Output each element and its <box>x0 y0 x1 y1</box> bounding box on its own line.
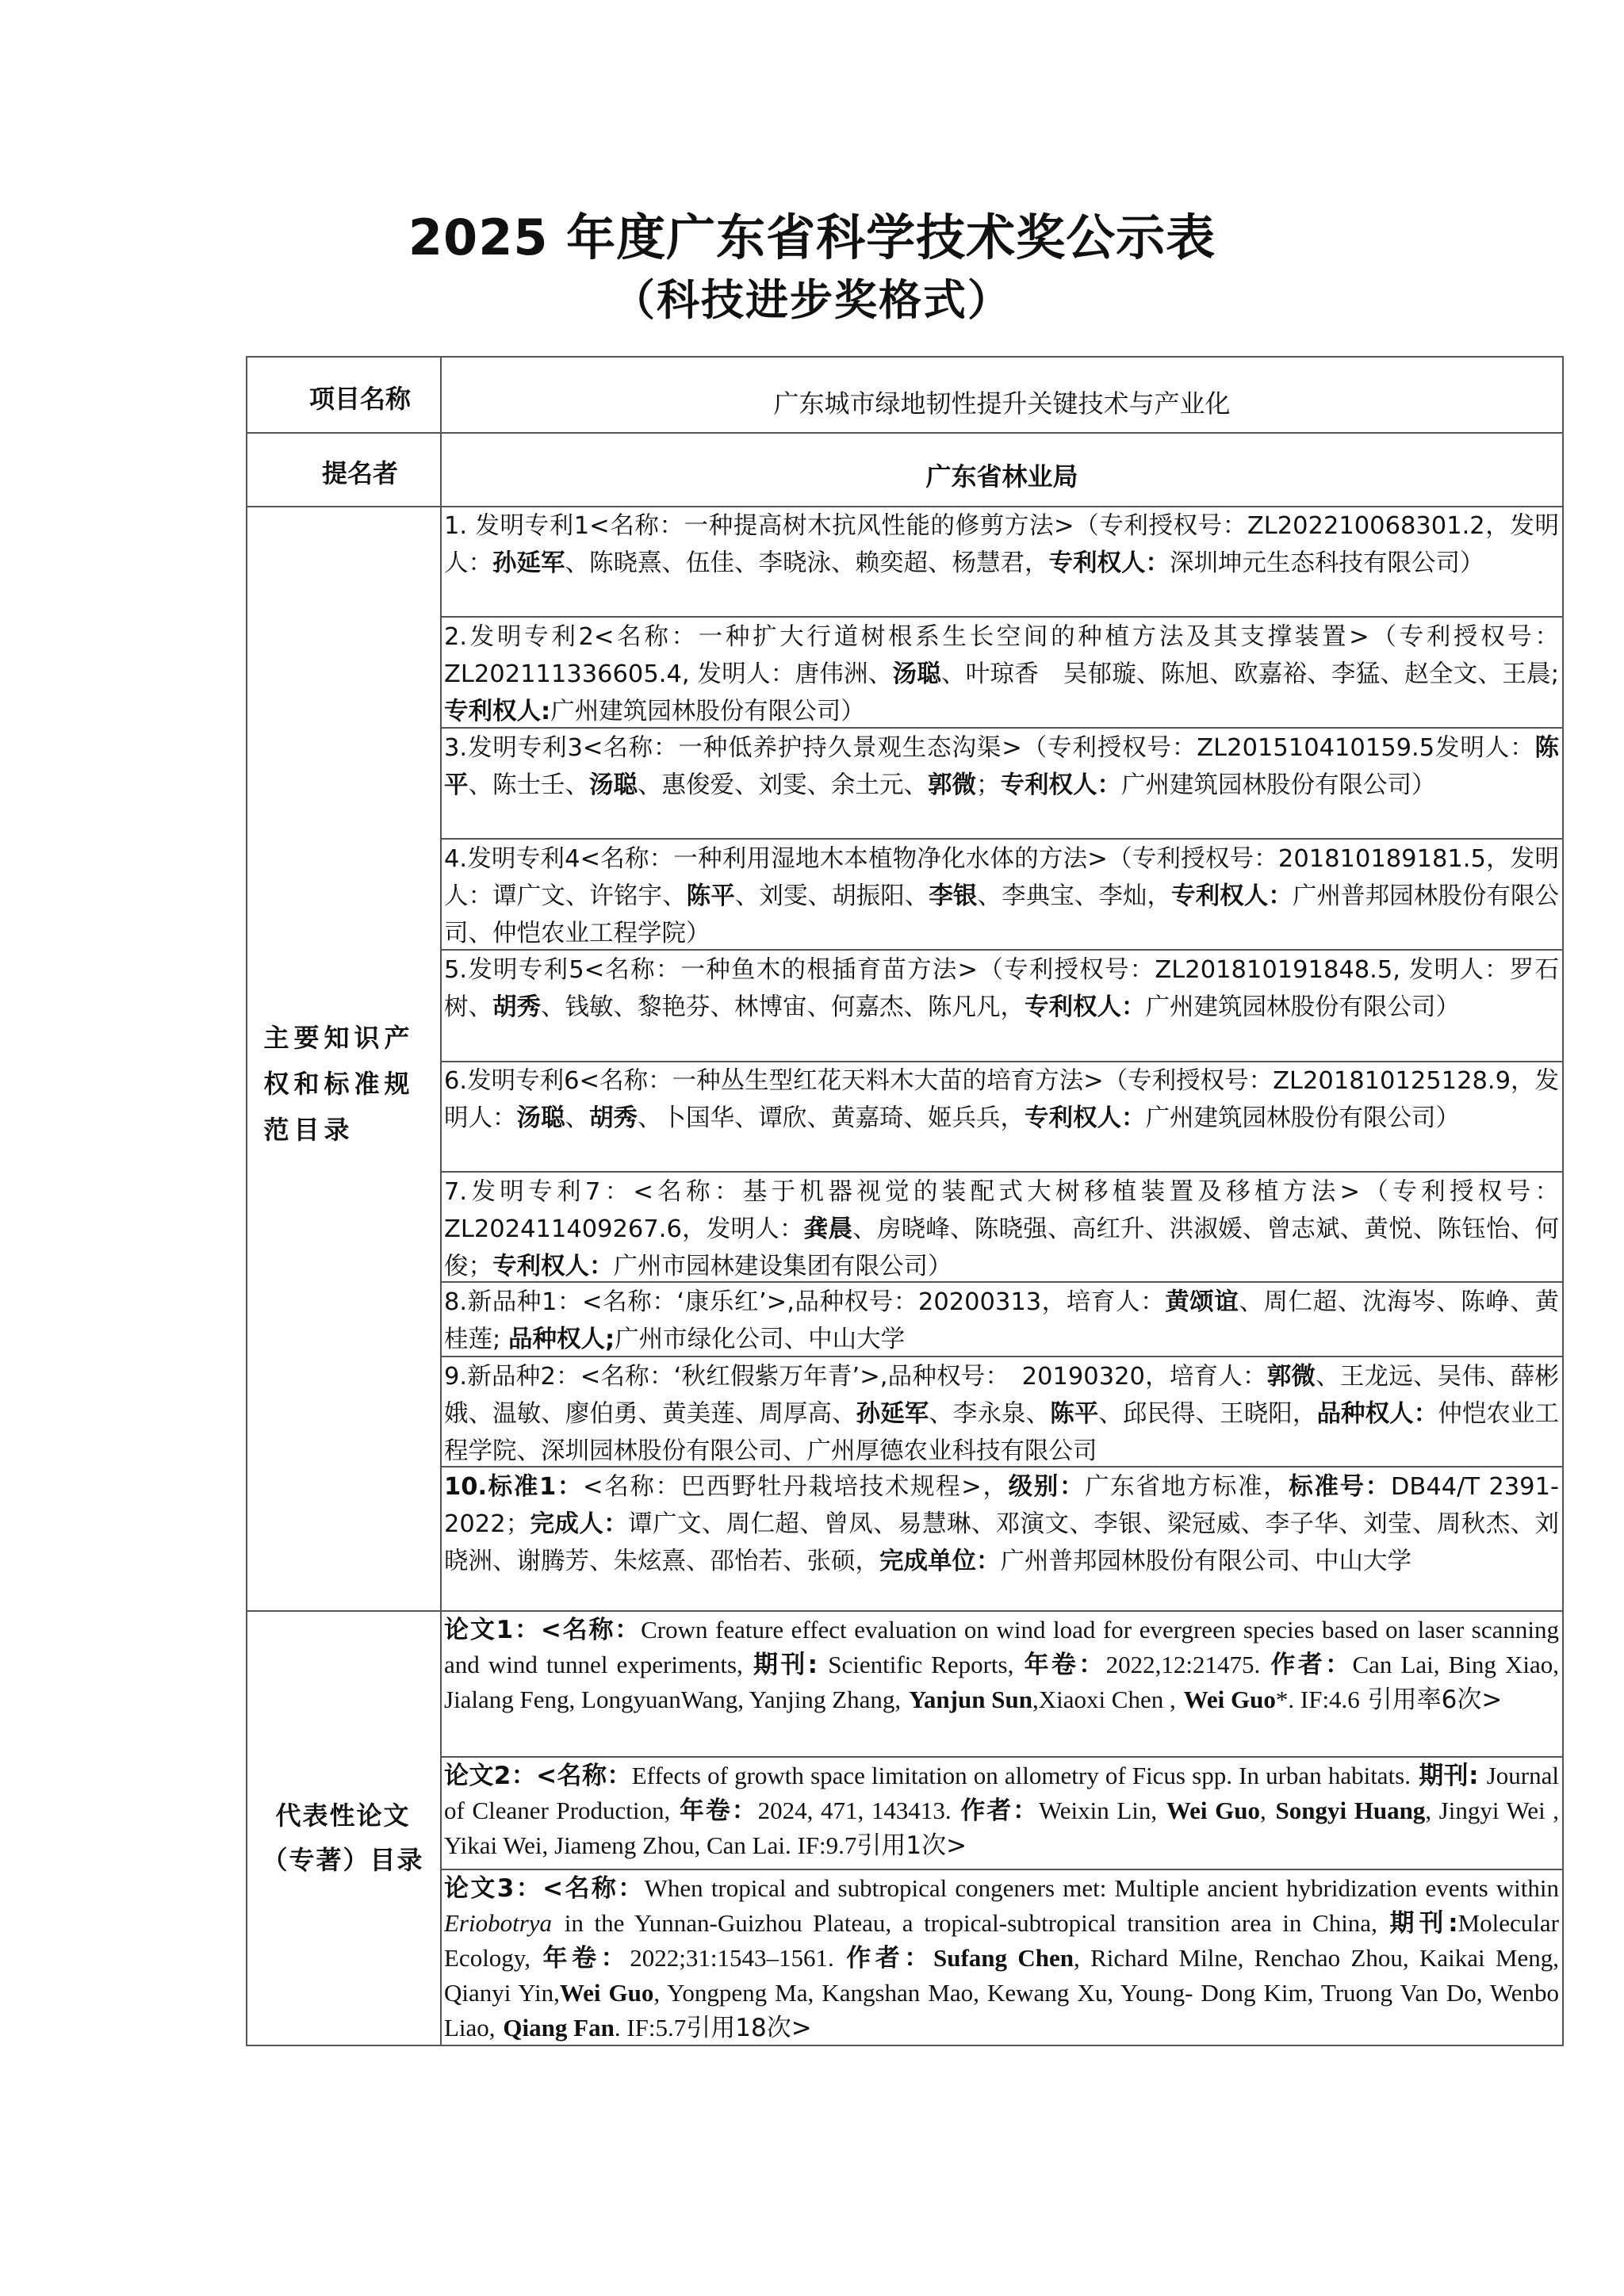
entry-text: 、陈晓熹、伍佳、李晓泳、赖奕超、杨慧君， <box>565 549 1049 577</box>
key-person: 陈平 <box>686 882 735 910</box>
ip-entry-variety-1 <box>444 1284 1559 1355</box>
entry-text: 、叶琼香 吴郁璇、陈旭、欧嘉裕、李猛、赵全文、王晨; <box>940 660 1559 688</box>
year-label: 年卷： <box>1024 1651 1106 1679</box>
unit-value: 广州普邦园林股份有限公司、中山大学 <box>1000 1548 1411 1575</box>
ip-entry-patent-6 <box>444 1062 1559 1170</box>
page-subtitle: （科技进步奖格式） <box>612 275 1012 325</box>
page-title: 2025 年度广东省科学技术奖公示表 <box>408 209 1216 266</box>
journal-label: 期刊: <box>1389 1909 1458 1938</box>
key-person: 胡秀 <box>492 993 541 1021</box>
entry-divider <box>440 727 1564 729</box>
paper-prefix: 论文1：<名称： <box>444 1616 642 1644</box>
citation-count: 引用1次> <box>856 1831 967 1860</box>
key-person: 黄颂谊 <box>1165 1288 1239 1316</box>
key-person: 龚晨 <box>803 1215 853 1243</box>
entry-name: 6.发明专利6<名称：一种丛生型红花天料木大苗的培育方法>（专利授权号：ZL201810125128.9，发明人： <box>444 1067 1559 1132</box>
paper-prefix: 论文3：<名称： <box>444 1874 645 1903</box>
project-name-label: 项目名称 <box>309 384 412 414</box>
key-person: 胡秀 <box>589 1104 638 1132</box>
entry-text: ，发明人： <box>444 512 1559 577</box>
entry-name: <名称：巴西野牡丹栽培技术规程>， <box>583 1473 1009 1501</box>
level-label: 级别： <box>1008 1473 1086 1501</box>
citation-count: 引用18次> <box>686 2014 812 2042</box>
owner-label: 品种权人; <box>508 1326 615 1353</box>
entry-name: 3.发明专利3<名称：一种低养护持久景观生态沟渠>（专利授权号：ZL201510410159.5发明人： <box>444 734 1535 762</box>
key-author: Wei Guo <box>559 1979 654 2007</box>
entry-name: 9.新品种2：<名称：‘秋红假紫万年青’>,品种权号： 20190320，培育人： <box>444 1363 1267 1391</box>
ip-entry-patent-1 <box>444 507 1559 615</box>
authors-text: , Jingyi Wei , Yikai Wei, Jiameng Zhou, Can Lai. IF:9.7 <box>444 1797 1559 1859</box>
authors-text: , <box>1260 1797 1266 1824</box>
entry-text: ； <box>976 771 1001 799</box>
entry-prefix: 10.标准1： <box>444 1473 583 1501</box>
entry-text: 、王龙远、吴伟、薛彬娥、温敏、廖伯勇、黄美莲、周厚高、 <box>444 1363 1559 1428</box>
ip-entry-variety-2 <box>444 1358 1559 1466</box>
ip-entry-patent-4 <box>444 840 1559 948</box>
author-label: 作者： <box>1270 1651 1353 1679</box>
level-value: 广东省地方标准， <box>1085 1473 1289 1501</box>
ip-section-label-text: 主要知识产权和标准规范目录 <box>263 1023 415 1145</box>
journal-label: 期刊: <box>1419 1762 1479 1790</box>
owner-value: 广州建筑园林股份有限公司） <box>1145 993 1460 1021</box>
entry-text: 、 <box>565 1104 589 1132</box>
ip-entry-patent-3 <box>444 729 1559 837</box>
key-author: Sufang Chen <box>933 1944 1074 1972</box>
entry-text: 、李典宝、李灿， <box>977 882 1172 910</box>
authors-text: . IF:5.7 <box>614 2014 687 2042</box>
papers-section-label <box>246 1793 440 1882</box>
entry-divider <box>440 1466 1564 1468</box>
key-person: 孙延军 <box>856 1400 929 1428</box>
owner-label: 专利权人: <box>444 698 551 725</box>
paper-2 <box>444 1758 1559 1868</box>
table-border-top <box>246 356 1564 358</box>
key-person: 孙延军 <box>492 549 565 577</box>
owner-value: 广州市绿化公司、中山大学 <box>615 1326 906 1353</box>
year-value: 2024, 471, 143413. <box>757 1797 952 1824</box>
ip-entry-standard-1 <box>444 1468 1559 1609</box>
paper-title-italic: Eriobotrya <box>444 1909 553 1937</box>
people-label: 完成人： <box>530 1510 629 1538</box>
paper-title: in the Yunnan-Guizhou Plateau, a tropical-subtropical transition area in China, <box>564 1909 1377 1937</box>
key-author: Wei Guo <box>1166 1797 1261 1824</box>
paper-title: Effects of growth space limitation on allometry of Ficus spp. In urban habitats. <box>631 1762 1411 1789</box>
owner-value: 仲恺农业工程学院、深圳园林股份有限公司、广州厚德农业科技有限公司 <box>444 1400 1559 1465</box>
entry-text: 、陈士壬、 <box>468 771 589 799</box>
entry-text: 、李永泉、 <box>929 1400 1051 1428</box>
entry-name: 2.发明专利2<名称：一种扩大行道树根系生长空间的种植方法及其支撑装置>（专利授权号：ZL202111336605.4, 发明人：唐伟洲、 <box>444 623 1559 688</box>
key-person: 汤聪 <box>589 771 638 799</box>
entry-text: 、惠俊爱、刘雯、余土元、 <box>638 771 928 799</box>
owner-value: 广州普邦园林股份有限公司、仲恺农业工程学院） <box>444 882 1559 947</box>
journal-value: Journal of Cleaner Production, <box>444 1762 1559 1824</box>
paper-3 <box>444 1871 1559 2044</box>
ip-entry-patent-7 <box>444 1173 1559 1281</box>
journal-value: Scientific Reports, <box>828 1651 1014 1678</box>
citation-count: 引用率6次> <box>1367 1686 1503 1714</box>
standard-number-value: DB44/T 2391-2022； <box>444 1473 1559 1538</box>
paper-title: Crown feature effect evaluation on wind load for evergreen species based on laser scanning and wind tunnel experiments, <box>444 1616 1559 1678</box>
unit-label: 完成单位： <box>879 1548 1001 1575</box>
key-author: Wei Guo <box>1183 1686 1276 1713</box>
owner-label: 专利权人： <box>1048 549 1170 577</box>
table-border-right <box>1562 356 1564 2046</box>
entry-name: 1. 发明专利1<名称：一种提高树木抗风性能的修剪方法>（专利授权号：ZL202210068301.2 <box>444 512 1485 540</box>
owner-label: 专利权人： <box>1025 993 1146 1021</box>
ip-entry-patent-5 <box>444 951 1559 1059</box>
authors-text: , Richard Milne, Renchao Zhou, Kaikai Meng, Qianyi Yin, <box>444 1944 1559 2007</box>
owner-label: 专利权人： <box>1025 1104 1146 1132</box>
owner-label: 专利权人： <box>1000 771 1121 799</box>
owner-value: 广州建筑园林股份有限公司） <box>550 698 865 725</box>
entry-text: 、房晓峰、陈晓强、高红升、洪淑媛、曾志斌、黄悦、陈钰怡、何俊； <box>444 1215 1559 1280</box>
year-value: 2022;31:1543–1561. <box>630 1944 834 1972</box>
journal-label: 期刊: <box>753 1651 818 1679</box>
entry-name: 5.发明专利5<名称：一种鱼木的根插育苗方法>（专利授权号：ZL201810191848.5, 发明人：罗石树、 <box>444 956 1559 1021</box>
authors-text: Weixin Lin, <box>1038 1797 1158 1824</box>
author-label: 作者： <box>960 1797 1039 1825</box>
people-value: 谭广文、周仁超、曾凤、易慧琳、邓演文、李银、梁冠威、李子华、刘莹、周秋杰、刘晓洲、谢腾芳、朱炫熹、邵怡若、张硕， <box>444 1510 1559 1575</box>
ip-section-label <box>246 1015 440 1153</box>
author-label: 作者： <box>846 1944 933 1973</box>
entry-divider <box>440 1281 1564 1283</box>
owner-value: 广州建筑园林股份有限公司） <box>1145 1104 1460 1132</box>
owner-label: 品种权人： <box>1316 1400 1438 1428</box>
entry-divider <box>440 1356 1564 1357</box>
row-divider <box>246 1610 1564 1612</box>
authors-text: , Yongpeng Ma, Kangshan Mao, Kewang Xu, Young- Dong Kim, Truong Van Do, Wenbo Liao, <box>444 1979 1559 2042</box>
entry-divider <box>440 1869 1564 1870</box>
nominator-value: 广东省林业局 <box>925 461 1078 492</box>
key-person: 李银 <box>929 882 978 910</box>
nominator-label: 提名者 <box>322 458 399 488</box>
owner-value: 广州市园林建设集团有限公司） <box>613 1253 952 1280</box>
entry-text: 、钱敏、黎艳芬、林博宙、何嘉杰、陈凡凡， <box>541 993 1025 1021</box>
entry-text: 、周仁超、沈海岑、陈峥、黄桂莲; <box>444 1288 1559 1353</box>
row-divider <box>246 432 1564 434</box>
entry-divider <box>440 838 1564 840</box>
paper-prefix: 论文2：<名称： <box>444 1762 632 1790</box>
owner-value: 广州建筑园林股份有限公司） <box>1121 771 1436 799</box>
authors-text: ,Xiaoxi Chen , <box>1032 1686 1176 1713</box>
key-person: 陈平 <box>444 734 1559 799</box>
owner-label: 专利权人： <box>492 1253 614 1280</box>
table-border-bottom <box>246 2045 1564 2046</box>
entry-divider <box>440 616 1564 618</box>
paper-1 <box>444 1613 1559 1755</box>
key-person: 郭微 <box>1266 1363 1316 1391</box>
entry-name: 4.发明专利4<名称：一种利用湿地木本植物净化水体的方法>（专利授权号：201810189181.5，发明人：谭广文、许铭宇、 <box>444 845 1559 910</box>
entry-name: 7.发明专利7：<名称：基于机器视觉的装配式大树移植装置及移植方法>（专利授权号：ZL202411409267.6，发明人： <box>444 1178 1559 1243</box>
authors-text: *. IF:4.6 <box>1275 1686 1360 1713</box>
entry-text: 、卜国华、谭欣、黄嘉琦、姬兵兵， <box>638 1104 1025 1132</box>
key-person: 陈平 <box>1050 1400 1099 1428</box>
standard-number-label: 标准号： <box>1289 1473 1391 1501</box>
entry-text: 、邱民得、王晓阳， <box>1098 1400 1317 1428</box>
key-person: 郭微 <box>928 771 976 799</box>
entry-name: 8.新品种1：<名称：‘康乐红’>,品种权号：20200313，培育人： <box>444 1288 1166 1316</box>
key-author: Qiang Fan <box>503 2014 615 2042</box>
papers-section-label-text: 代表性论文（专著）目录 <box>262 1800 424 1875</box>
year-label: 年卷： <box>680 1797 758 1825</box>
authors-text: Can Lai, Bing Xiao, Jialang Feng, LongyuanWang, Yanjing Zhang, <box>444 1651 1559 1713</box>
column-divider <box>440 356 442 2046</box>
entry-divider <box>440 949 1564 951</box>
year-value: 2022,12:21475. <box>1105 1651 1261 1678</box>
key-person: 汤聪 <box>892 660 941 688</box>
entry-divider <box>440 1756 1564 1758</box>
year-label: 年卷： <box>542 1944 630 1973</box>
key-person: 汤聪 <box>516 1104 565 1132</box>
ip-entry-patent-2 <box>444 618 1559 726</box>
paper-title: When tropical and subtropical congeners met: Multiple ancient hybridization events within <box>644 1874 1559 1902</box>
journal-value: Molecular Ecology, <box>444 1909 1559 1972</box>
entry-divider <box>440 1171 1564 1173</box>
owner-value: 深圳坤元生态科技有限公司） <box>1170 549 1484 577</box>
key-author: Songyi Huang <box>1275 1797 1426 1824</box>
owner-label: 专利权人： <box>1171 882 1293 910</box>
key-author: Yanjun Sun <box>908 1686 1032 1713</box>
entry-text: 、刘雯、胡振阳、 <box>734 882 929 910</box>
project-name-value: 广东城市绿地韧性提升关键技术与产业化 <box>773 388 1231 419</box>
